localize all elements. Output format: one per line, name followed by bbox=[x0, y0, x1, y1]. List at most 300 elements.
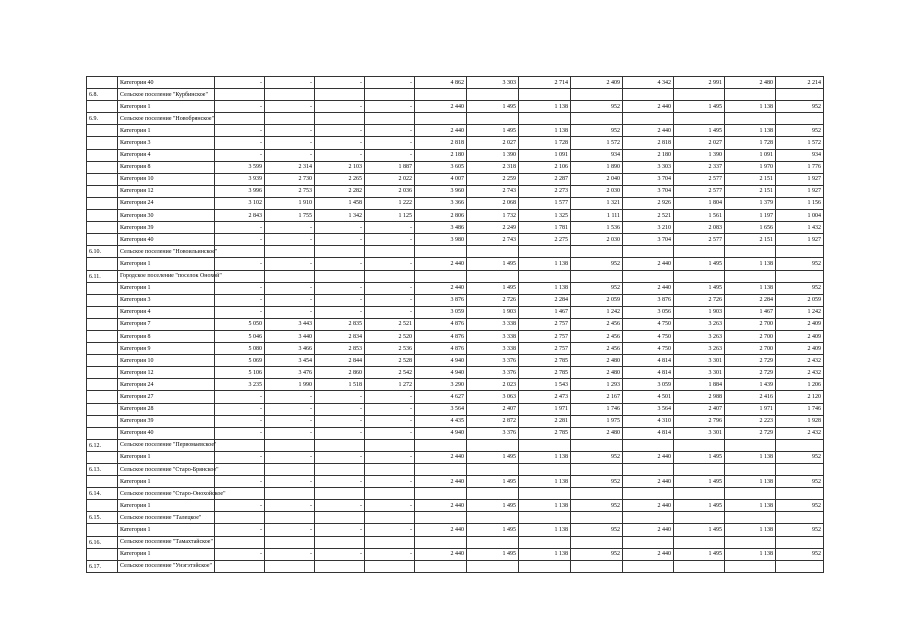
value-cell: - bbox=[265, 125, 315, 137]
value-cell: - bbox=[265, 451, 315, 463]
value-cell: 1 242 bbox=[571, 306, 623, 318]
empty-cell bbox=[725, 560, 776, 572]
section-header-row bbox=[87, 560, 824, 572]
empty-cell bbox=[365, 536, 415, 548]
value-cell: 4 940 bbox=[415, 367, 467, 379]
section-header-row bbox=[87, 439, 824, 451]
value-cell: 1 903 bbox=[467, 306, 519, 318]
value-cell: 2 785 bbox=[519, 367, 571, 379]
value-cell: - bbox=[215, 306, 265, 318]
category-name: Категория 10 bbox=[118, 173, 215, 185]
empty-cell bbox=[467, 464, 519, 476]
value-cell: 4 310 bbox=[623, 415, 674, 427]
value-cell: 4 750 bbox=[623, 330, 674, 342]
value-cell: 4 435 bbox=[415, 415, 467, 427]
value-cell: - bbox=[315, 500, 365, 512]
value-cell: 2 796 bbox=[674, 415, 725, 427]
empty-cell bbox=[571, 246, 623, 258]
value-cell: 2 440 bbox=[623, 101, 674, 113]
empty-cell bbox=[519, 113, 571, 125]
table-row bbox=[87, 137, 824, 149]
value-cell: - bbox=[265, 306, 315, 318]
value-cell: 3 960 bbox=[415, 185, 467, 197]
value-cell: 1 903 bbox=[674, 306, 725, 318]
value-cell: 2 151 bbox=[725, 234, 776, 246]
value-cell: 952 bbox=[571, 451, 623, 463]
empty-cell bbox=[365, 113, 415, 125]
table-row bbox=[87, 258, 824, 270]
empty-cell bbox=[725, 246, 776, 258]
empty-cell bbox=[674, 536, 725, 548]
value-cell: 2 743 bbox=[467, 185, 519, 197]
value-cell: 2 281 bbox=[519, 415, 571, 427]
table-row bbox=[87, 427, 824, 439]
empty-cell bbox=[365, 439, 415, 451]
empty-cell bbox=[519, 464, 571, 476]
value-cell: - bbox=[215, 524, 265, 536]
value-cell: 2 480 bbox=[571, 355, 623, 367]
value-cell: 5 069 bbox=[215, 355, 265, 367]
empty-cell bbox=[776, 89, 824, 101]
value-cell: 2 440 bbox=[415, 282, 467, 294]
value-cell: 2 757 bbox=[519, 318, 571, 330]
section-header-row bbox=[87, 270, 824, 282]
row-index bbox=[87, 476, 118, 488]
value-cell: 5 106 bbox=[215, 367, 265, 379]
value-cell: 2 440 bbox=[415, 451, 467, 463]
value-cell: 2 834 bbox=[315, 330, 365, 342]
value-cell: 3 704 bbox=[623, 234, 674, 246]
table-body bbox=[87, 77, 824, 573]
value-cell: 3 564 bbox=[623, 403, 674, 415]
value-cell: - bbox=[315, 234, 365, 246]
value-cell: 2 151 bbox=[725, 185, 776, 197]
value-cell: 2 730 bbox=[265, 173, 315, 185]
value-cell: 1 910 bbox=[265, 197, 315, 209]
empty-cell bbox=[674, 512, 725, 524]
value-cell: 2 456 bbox=[571, 330, 623, 342]
value-cell: 2 284 bbox=[725, 294, 776, 306]
table-row bbox=[87, 210, 824, 222]
value-cell: 952 bbox=[776, 500, 824, 512]
value-cell: - bbox=[215, 282, 265, 294]
table-row bbox=[87, 355, 824, 367]
value-cell: 1 390 bbox=[467, 149, 519, 161]
empty-cell bbox=[467, 512, 519, 524]
value-cell: 2 753 bbox=[265, 185, 315, 197]
empty-cell bbox=[315, 512, 365, 524]
value-cell: 1 495 bbox=[674, 258, 725, 270]
row-index bbox=[87, 282, 118, 294]
row-index bbox=[87, 524, 118, 536]
value-cell: - bbox=[365, 282, 415, 294]
category-name: Категория 12 bbox=[118, 185, 215, 197]
value-cell: 2 700 bbox=[725, 330, 776, 342]
value-cell: 1 138 bbox=[519, 548, 571, 560]
value-cell: - bbox=[365, 125, 415, 137]
value-cell: 3 338 bbox=[467, 318, 519, 330]
empty-cell bbox=[265, 560, 315, 572]
value-cell: 1 927 bbox=[776, 173, 824, 185]
value-cell: 3 486 bbox=[415, 222, 467, 234]
value-cell: 2 265 bbox=[315, 173, 365, 185]
value-cell: - bbox=[365, 294, 415, 306]
category-name: Категория 4 bbox=[118, 306, 215, 318]
empty-cell bbox=[725, 488, 776, 500]
value-cell: 1 804 bbox=[674, 197, 725, 209]
value-cell: 1 971 bbox=[519, 403, 571, 415]
value-cell: 2 409 bbox=[776, 330, 824, 342]
value-cell: 4 814 bbox=[623, 355, 674, 367]
empty-cell bbox=[776, 270, 824, 282]
value-cell: 1 495 bbox=[467, 524, 519, 536]
value-cell: 952 bbox=[776, 548, 824, 560]
value-cell: 3 876 bbox=[415, 294, 467, 306]
empty-cell bbox=[623, 89, 674, 101]
value-cell: 3 301 bbox=[674, 367, 725, 379]
section-header-row bbox=[87, 536, 824, 548]
value-cell: 1 138 bbox=[725, 476, 776, 488]
value-cell: 2 059 bbox=[571, 294, 623, 306]
value-cell: 1 656 bbox=[725, 222, 776, 234]
value-cell: - bbox=[215, 415, 265, 427]
value-cell: - bbox=[215, 403, 265, 415]
table-row bbox=[87, 282, 824, 294]
table-row bbox=[87, 222, 824, 234]
category-name: Категория 27 bbox=[118, 391, 215, 403]
empty-cell bbox=[365, 89, 415, 101]
settlement-name: Сельское поселение "Старо-Брянское" bbox=[118, 464, 215, 476]
category-name: Категория 39 bbox=[118, 222, 215, 234]
value-cell: 1 543 bbox=[519, 379, 571, 391]
value-cell: 2 473 bbox=[519, 391, 571, 403]
value-cell: 1 156 bbox=[776, 197, 824, 209]
row-index bbox=[87, 77, 118, 89]
value-cell: 2 318 bbox=[467, 161, 519, 173]
value-cell: 934 bbox=[776, 149, 824, 161]
value-cell: 1 990 bbox=[265, 379, 315, 391]
table-row bbox=[87, 476, 824, 488]
value-cell: 1 971 bbox=[725, 403, 776, 415]
row-index bbox=[87, 258, 118, 270]
row-index bbox=[87, 379, 118, 391]
value-cell: 2 872 bbox=[467, 415, 519, 427]
row-index bbox=[87, 234, 118, 246]
value-cell: 2 577 bbox=[674, 185, 725, 197]
value-cell: 2 542 bbox=[365, 367, 415, 379]
value-cell: - bbox=[215, 451, 265, 463]
value-cell: 2 416 bbox=[725, 391, 776, 403]
value-cell: - bbox=[265, 391, 315, 403]
value-cell: 2 151 bbox=[725, 173, 776, 185]
empty-cell bbox=[623, 113, 674, 125]
empty-cell bbox=[776, 439, 824, 451]
empty-cell bbox=[415, 89, 467, 101]
value-cell: 952 bbox=[571, 101, 623, 113]
value-cell: 1 321 bbox=[571, 197, 623, 209]
category-name: Категория 24 bbox=[118, 379, 215, 391]
value-cell: 3 704 bbox=[623, 173, 674, 185]
value-cell: 2 432 bbox=[776, 367, 824, 379]
value-cell: - bbox=[265, 77, 315, 89]
value-cell: 2 844 bbox=[315, 355, 365, 367]
empty-cell bbox=[571, 270, 623, 282]
value-cell: 1 495 bbox=[467, 258, 519, 270]
empty-cell bbox=[265, 113, 315, 125]
value-cell: 952 bbox=[571, 500, 623, 512]
value-cell: 952 bbox=[571, 282, 623, 294]
table-row bbox=[87, 343, 824, 355]
empty-cell bbox=[215, 270, 265, 282]
value-cell: - bbox=[215, 101, 265, 113]
value-cell: - bbox=[315, 415, 365, 427]
value-cell: 2 036 bbox=[365, 185, 415, 197]
value-cell: 952 bbox=[571, 258, 623, 270]
category-name: Категория 1 bbox=[118, 258, 215, 270]
value-cell: 3 366 bbox=[415, 197, 467, 209]
table-row bbox=[87, 161, 824, 173]
table-row bbox=[87, 500, 824, 512]
value-cell: 3 980 bbox=[415, 234, 467, 246]
value-cell: 1 272 bbox=[365, 379, 415, 391]
table-row bbox=[87, 415, 824, 427]
category-name: Категория 12 bbox=[118, 367, 215, 379]
value-cell: 3 443 bbox=[265, 318, 315, 330]
value-cell: 3 376 bbox=[467, 355, 519, 367]
empty-cell bbox=[519, 246, 571, 258]
value-cell: 3 704 bbox=[623, 185, 674, 197]
value-cell: 1 138 bbox=[519, 101, 571, 113]
empty-cell bbox=[265, 464, 315, 476]
value-cell: 3 263 bbox=[674, 318, 725, 330]
value-cell: 1 138 bbox=[725, 258, 776, 270]
empty-cell bbox=[623, 464, 674, 476]
empty-cell bbox=[467, 560, 519, 572]
empty-cell bbox=[415, 464, 467, 476]
value-cell: 1 138 bbox=[519, 500, 571, 512]
value-cell: 2 273 bbox=[519, 185, 571, 197]
value-cell: 952 bbox=[776, 258, 824, 270]
value-cell: - bbox=[365, 391, 415, 403]
value-cell: 1 495 bbox=[467, 548, 519, 560]
value-cell: 952 bbox=[571, 476, 623, 488]
empty-cell bbox=[776, 536, 824, 548]
row-index bbox=[87, 222, 118, 234]
value-cell: 2 729 bbox=[725, 355, 776, 367]
tariff-table bbox=[86, 76, 824, 573]
empty-cell bbox=[623, 512, 674, 524]
value-cell: 2 757 bbox=[519, 330, 571, 342]
empty-cell bbox=[467, 270, 519, 282]
value-cell: - bbox=[315, 451, 365, 463]
value-cell: 952 bbox=[776, 476, 824, 488]
value-cell: 2 743 bbox=[467, 234, 519, 246]
value-cell: - bbox=[365, 500, 415, 512]
value-cell: 1 467 bbox=[725, 306, 776, 318]
value-cell: 1 138 bbox=[519, 476, 571, 488]
value-cell: 2 818 bbox=[623, 137, 674, 149]
empty-cell bbox=[776, 464, 824, 476]
category-name: Категория 1 bbox=[118, 548, 215, 560]
value-cell: 1 138 bbox=[519, 125, 571, 137]
row-index bbox=[87, 210, 118, 222]
value-cell: - bbox=[265, 149, 315, 161]
value-cell: 2 729 bbox=[725, 367, 776, 379]
value-cell: 1 379 bbox=[725, 197, 776, 209]
value-cell: - bbox=[315, 294, 365, 306]
value-cell: 2 853 bbox=[315, 343, 365, 355]
row-index bbox=[87, 367, 118, 379]
empty-cell bbox=[519, 560, 571, 572]
value-cell: 1 206 bbox=[776, 379, 824, 391]
value-cell: 2 991 bbox=[674, 77, 725, 89]
value-cell: 1 495 bbox=[674, 451, 725, 463]
section-header-row bbox=[87, 113, 824, 125]
value-cell: - bbox=[315, 524, 365, 536]
value-cell: - bbox=[215, 391, 265, 403]
value-cell: - bbox=[215, 137, 265, 149]
value-cell: 2 700 bbox=[725, 343, 776, 355]
empty-cell bbox=[467, 246, 519, 258]
value-cell: 2 440 bbox=[415, 500, 467, 512]
category-name: Категория 28 bbox=[118, 403, 215, 415]
empty-cell bbox=[415, 488, 467, 500]
value-cell: 2 027 bbox=[467, 137, 519, 149]
value-cell: 3 440 bbox=[265, 330, 315, 342]
value-cell: 4 750 bbox=[623, 318, 674, 330]
row-index: 6.11. bbox=[87, 270, 118, 282]
value-cell: 3 338 bbox=[467, 343, 519, 355]
value-cell: 1 536 bbox=[571, 222, 623, 234]
empty-cell bbox=[725, 439, 776, 451]
value-cell: 3 466 bbox=[265, 343, 315, 355]
value-cell: 2 757 bbox=[519, 343, 571, 355]
empty-cell bbox=[315, 464, 365, 476]
row-index bbox=[87, 355, 118, 367]
settlement-name: Сельское поселение "Новоильинское" bbox=[118, 246, 215, 258]
empty-cell bbox=[674, 270, 725, 282]
value-cell: 3 605 bbox=[415, 161, 467, 173]
empty-cell bbox=[725, 512, 776, 524]
value-cell: 2 287 bbox=[519, 173, 571, 185]
value-cell: - bbox=[315, 403, 365, 415]
empty-cell bbox=[571, 488, 623, 500]
value-cell: 3 939 bbox=[215, 173, 265, 185]
value-cell: - bbox=[315, 137, 365, 149]
value-cell: 2 040 bbox=[571, 173, 623, 185]
table-row bbox=[87, 101, 824, 113]
table-row bbox=[87, 318, 824, 330]
category-name: Категория 1 bbox=[118, 476, 215, 488]
value-cell: 2 440 bbox=[623, 125, 674, 137]
value-cell: 5 050 bbox=[215, 318, 265, 330]
value-cell: 2 480 bbox=[725, 77, 776, 89]
value-cell: 3 454 bbox=[265, 355, 315, 367]
value-cell: 2 314 bbox=[265, 161, 315, 173]
value-cell: 2 282 bbox=[315, 185, 365, 197]
value-cell: - bbox=[365, 524, 415, 536]
value-cell: 1 495 bbox=[674, 524, 725, 536]
empty-cell bbox=[415, 113, 467, 125]
value-cell: 1 728 bbox=[519, 137, 571, 149]
value-cell: 4 940 bbox=[415, 427, 467, 439]
value-cell: - bbox=[215, 149, 265, 161]
empty-cell bbox=[519, 536, 571, 548]
section-header-row bbox=[87, 488, 824, 500]
category-name: Категория 40 bbox=[118, 77, 215, 89]
value-cell: - bbox=[315, 306, 365, 318]
value-cell: - bbox=[315, 149, 365, 161]
empty-cell bbox=[415, 536, 467, 548]
value-cell: 4 862 bbox=[415, 77, 467, 89]
value-cell: - bbox=[365, 451, 415, 463]
category-name: Категория 1 bbox=[118, 451, 215, 463]
value-cell: 1 138 bbox=[725, 125, 776, 137]
empty-cell bbox=[467, 439, 519, 451]
empty-cell bbox=[571, 560, 623, 572]
value-cell: 952 bbox=[776, 282, 824, 294]
value-cell: 2 456 bbox=[571, 343, 623, 355]
empty-cell bbox=[571, 89, 623, 101]
value-cell: 1 293 bbox=[571, 379, 623, 391]
category-name: Категория 4 bbox=[118, 149, 215, 161]
empty-cell bbox=[215, 512, 265, 524]
empty-cell bbox=[674, 439, 725, 451]
value-cell: 1 342 bbox=[315, 210, 365, 222]
table-row bbox=[87, 149, 824, 161]
settlement-name: Сельское поселение "Курбинское" bbox=[118, 89, 215, 101]
empty-cell bbox=[315, 89, 365, 101]
row-index: 6.17. bbox=[87, 560, 118, 572]
value-cell: 2 726 bbox=[674, 294, 725, 306]
value-cell: 1 887 bbox=[365, 161, 415, 173]
value-cell: 2 409 bbox=[571, 77, 623, 89]
value-cell: 4 342 bbox=[623, 77, 674, 89]
value-cell: 2 521 bbox=[365, 318, 415, 330]
value-cell: 1 390 bbox=[674, 149, 725, 161]
value-cell: - bbox=[365, 234, 415, 246]
value-cell: - bbox=[315, 391, 365, 403]
empty-cell bbox=[519, 89, 571, 101]
value-cell: - bbox=[215, 500, 265, 512]
value-cell: - bbox=[365, 476, 415, 488]
value-cell: 2 284 bbox=[519, 294, 571, 306]
value-cell: 2 577 bbox=[674, 234, 725, 246]
empty-cell bbox=[571, 464, 623, 476]
category-name: Категория 24 bbox=[118, 197, 215, 209]
value-cell: 2 440 bbox=[415, 125, 467, 137]
value-cell: - bbox=[265, 476, 315, 488]
category-name: Категория 9 bbox=[118, 343, 215, 355]
settlement-name: Городское поселение "поселок Онохой" bbox=[118, 270, 215, 282]
empty-cell bbox=[776, 512, 824, 524]
empty-cell bbox=[315, 113, 365, 125]
value-cell: 3 476 bbox=[265, 367, 315, 379]
value-cell: 2 407 bbox=[674, 403, 725, 415]
value-cell: 4 876 bbox=[415, 318, 467, 330]
value-cell: 952 bbox=[571, 125, 623, 137]
value-cell: 2 480 bbox=[571, 427, 623, 439]
table-row bbox=[87, 125, 824, 137]
empty-cell bbox=[365, 270, 415, 282]
settlement-name: Сельское поселение "Талецкое" bbox=[118, 512, 215, 524]
value-cell: 2 103 bbox=[315, 161, 365, 173]
empty-cell bbox=[674, 246, 725, 258]
value-cell: 2 180 bbox=[623, 149, 674, 161]
value-cell: 2 440 bbox=[623, 500, 674, 512]
empty-cell bbox=[315, 439, 365, 451]
value-cell: 2 259 bbox=[467, 173, 519, 185]
